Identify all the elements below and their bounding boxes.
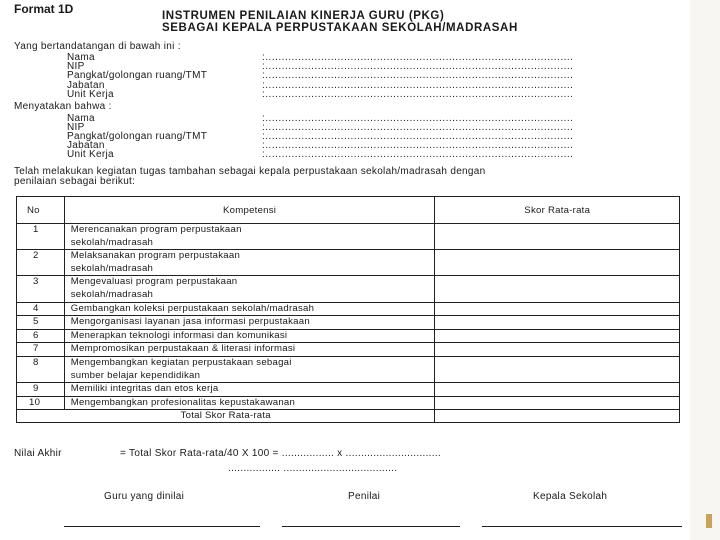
table-row	[17, 316, 680, 330]
table-row	[17, 302, 680, 316]
table-row	[17, 396, 680, 410]
format-label: Format 1D	[14, 2, 74, 16]
final-score-label: Nilai Akhir	[14, 448, 62, 459]
row-score-cell[interactable]	[435, 250, 680, 276]
subject-intro: Menyatakan bahwa :	[14, 101, 112, 112]
signer-field-nama: Nama	[67, 52, 95, 63]
row-score-cell[interactable]	[435, 316, 680, 330]
row-number: 7	[17, 343, 65, 357]
row-competency: Mengembangkan kegiatan perpustakaan sebagai sumber belajar kependidikan	[64, 356, 435, 382]
signature-line-assessed	[64, 526, 260, 527]
signer-nama-fill: :..............................................................................................	[262, 52, 574, 63]
statement-line-2: penilaian sebagai berikut:	[14, 176, 136, 187]
row-number: 9	[17, 383, 65, 397]
row-competency: Gembangkan koleksi perpustakaan sekolah/madrasah	[64, 302, 435, 316]
row-competency: Mempromosikan perpustakaan & literasi informasi	[64, 343, 435, 357]
signer-field-unit-kerja: Unit Kerja	[67, 89, 114, 100]
rail-accent-mark	[706, 514, 712, 528]
table-row	[17, 343, 680, 357]
subject-nip-fill: :..............................................................................................	[262, 122, 574, 133]
row-number: 3	[17, 276, 65, 302]
signer-field-jabatan: Jabatan	[67, 80, 105, 91]
signature-line-head	[482, 526, 682, 527]
row-competency: Memiliki integritas dan etos kerja	[64, 383, 435, 397]
header-kompetensi: Kompetensi	[64, 197, 435, 224]
row-number: 10	[17, 396, 65, 410]
subject-field-pangkat: Pangkat/golongan ruang/TMT	[67, 131, 208, 142]
subject-field-nip: NIP	[67, 122, 85, 133]
row-score-cell[interactable]	[435, 224, 680, 250]
header-no: No	[17, 197, 65, 224]
subject-field-unit-kerja: Unit Kerja	[67, 149, 114, 160]
signer-unit-kerja-fill: :..............................................................................................	[262, 89, 574, 100]
header-skor: Skor Rata-rata	[435, 197, 680, 224]
table-row	[17, 250, 680, 276]
row-number: 5	[17, 316, 65, 330]
row-score-cell[interactable]	[435, 276, 680, 302]
subject-unit-kerja-fill: :..............................................................................................	[262, 149, 574, 160]
signer-jabatan-fill: :..............................................................................................	[262, 80, 574, 91]
row-score-cell[interactable]	[435, 329, 680, 343]
total-score-cell[interactable]	[435, 410, 680, 423]
final-score-formula: = Total Skor Rata-rata/40 X 100 = ................. x ...............................	[120, 448, 441, 459]
signature-label-assessed: Guru yang dinilai	[104, 491, 185, 502]
row-score-cell[interactable]	[435, 383, 680, 397]
row-competency: Mengevaluasi program perpustakaan sekolah/madrasah	[64, 276, 435, 302]
document-subtitle: SEBAGAI KEPALA PERPUSTAKAAN SEKOLAH/MADRASAH	[162, 22, 518, 34]
signature-label-head: Kepala Sekolah	[533, 491, 608, 502]
document-title: INSTRUMEN PENILAIAN KINERJA GURU (PKG)	[162, 10, 445, 22]
competency-table	[16, 196, 680, 423]
table-row	[17, 224, 680, 250]
subject-pangkat-fill: :..............................................................................................	[262, 131, 574, 142]
table-row	[17, 276, 680, 302]
subject-field-nama: Nama	[67, 113, 95, 124]
table-total-row	[17, 410, 680, 423]
signer-pangkat-fill: :..............................................................................................	[262, 70, 574, 81]
subject-nama-fill: :..............................................................................................	[262, 113, 574, 124]
signer-field-nip: NIP	[67, 61, 85, 72]
row-number: 4	[17, 302, 65, 316]
subject-jabatan-fill: :..............................................................................................	[262, 140, 574, 151]
row-competency: Melaksanakan program perpustakaan sekolah/madrasah	[64, 250, 435, 276]
row-competency: Mengorganisasi layanan jasa informasi perpustakaan	[64, 316, 435, 330]
row-number: 2	[17, 250, 65, 276]
row-score-cell[interactable]	[435, 396, 680, 410]
table-row	[17, 383, 680, 397]
row-number: 8	[17, 356, 65, 382]
row-number: 1	[17, 224, 65, 250]
row-score-cell[interactable]	[435, 343, 680, 357]
statement-line-1: Telah melakukan kegiatan tugas tambahan sebagai kepala perpustakaan sekolah/madrasah dengan	[14, 166, 486, 177]
row-competency: Menerapkan teknologi informasi dan komunikasi	[64, 329, 435, 343]
signature-label-assessor: Penilai	[348, 491, 381, 502]
subject-field-jabatan: Jabatan	[67, 140, 105, 151]
signer-field-pangkat: Pangkat/golongan ruang/TMT	[67, 70, 208, 81]
row-competency: Mengembangkan profesionalitas kepustakawanan	[64, 396, 435, 410]
final-score-continuation: ................. .....................................	[228, 463, 398, 474]
signer-nip-fill: :..............................................................................................	[262, 61, 574, 72]
row-number: 6	[17, 329, 65, 343]
table-row	[17, 356, 680, 382]
table-row	[17, 329, 680, 343]
row-score-cell[interactable]	[435, 356, 680, 382]
total-label: Total Skor Rata-rata	[17, 410, 435, 423]
row-competency: Merencanakan program perpustakaan sekolah/madrasah	[64, 224, 435, 250]
signer-intro: Yang bertandatangan di bawah ini :	[14, 41, 181, 52]
signature-line-assessor	[282, 526, 460, 527]
slide-side-rail	[690, 0, 720, 540]
row-score-cell[interactable]	[435, 302, 680, 316]
table-header-row	[17, 197, 680, 224]
